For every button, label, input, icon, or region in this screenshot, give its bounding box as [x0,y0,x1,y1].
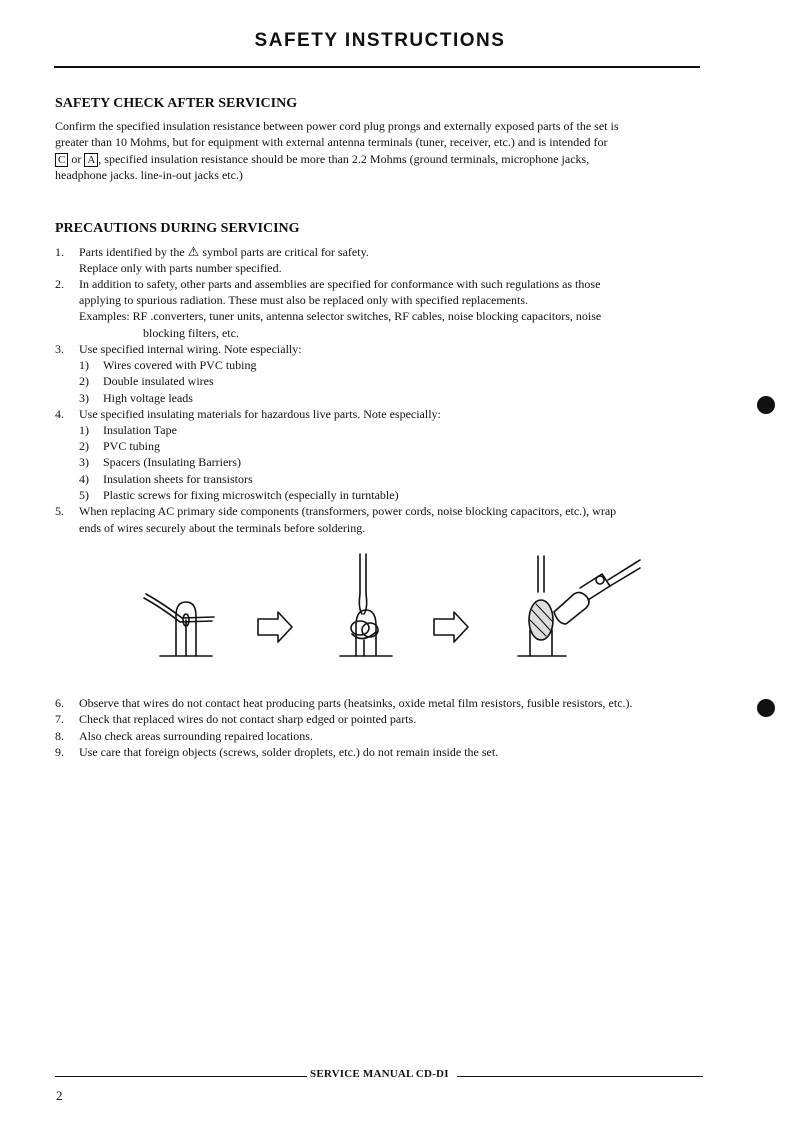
safety-check-paragraph [55,118,700,183]
item-6-line-1: Observe that wires do not contact heat producing parts (heatsinks, oxide metal film resistors, fusible resistors, etc.). [79,696,633,710]
item-2-line-2: applying to spurious radiation. These must also be replaced only with specified replacements. [79,293,528,307]
item-number: 8. [55,729,64,743]
item-text [79,244,700,261]
sub-item-number: 1) [79,358,89,372]
sub-item-text: Wires covered with PVC tubing [103,358,257,372]
item-number: 7. [55,712,64,726]
or-text: or [71,151,82,166]
revision-marker-icon [757,396,775,414]
item-2-line-1: In addition to safety, other parts and assemblies are specified for conformance with such regulations as those [79,277,601,291]
sub-item-text: High voltage leads [103,391,193,405]
item-7-line-1: Check that replaced wires do not contact sharp edged or pointed parts. [79,712,417,726]
sub-item-number: 3) [79,391,89,405]
sub-item-text: Double insulated wires [103,374,214,388]
sub-item-text: PVC tubing [103,439,161,453]
footer-rule-right [457,1076,703,1077]
sub-item-number: 5) [79,488,89,502]
safety-check-heading: SAFETY CHECK AFTER SERVICING [55,96,298,111]
item-number: 4. [55,407,64,421]
sub-item-number: 2) [79,374,89,388]
revision-marker-icon [757,699,775,717]
sub-item-text: Plastic screws for fixing microswitch (especially in turntable) [103,488,399,502]
item-9-line-1: Use care that foreign objects (screws, solder droplets, etc.) do not remain inside the set. [79,745,499,759]
sub-item-text: Insulation Tape [103,423,177,437]
page-title: SAFETY INSTRUCTIONS [254,30,506,51]
safety-check-line-3-rest: , specified insulation resistance should be more than 2.2 Mohms (ground terminals, microphone jacks, [98,151,590,166]
item-4-line-1: Use specified insulating materials for hazardous live parts. Note especially: [79,407,441,421]
item-2-line-4: blocking filters, etc. [143,326,239,340]
item-5-line-1: When replacing AC primary side components (transformers, power cords, noise blocking capacitors, etc.), wrap [79,504,617,518]
item-number: 9. [55,745,64,759]
item-number: 6. [55,696,64,710]
item-number: 2. [55,277,64,291]
footer-rule-left [55,1076,307,1077]
precautions-heading: PRECAUTIONS DURING SERVICING [55,221,300,236]
safety-check-line-3 [55,151,700,167]
item-number: 1. [55,245,64,259]
soldering-iron-on-terminal [518,556,640,656]
class-c-box: C [55,153,68,167]
sub-item-number: 1) [79,423,89,437]
item-1-text-after-symbol: symbol parts are critical for safety. [202,245,369,259]
wire-wrap-soldering-diagram [140,550,660,662]
item-8-line-1: Also check areas surrounding repaired locations. [79,729,313,743]
class-a-box: A [84,153,98,167]
terminal-with-wire-through-hole [144,594,214,656]
item-1-text-before-symbol: Parts identified by the [79,245,185,259]
sub-item-number: 2) [79,439,89,453]
item-1-line-2: Replace only with parts number specified. [79,261,282,275]
item-number: 5. [55,504,64,518]
item-number: 3. [55,342,64,356]
safety-check-line-1: Confirm the specified insulation resistance between power cord plug prongs and externally exposed parts of the set is [55,119,619,133]
sub-item-text: Insulation sheets for transistors [103,472,253,486]
sub-item-number: 4) [79,472,89,486]
arrow-right-icon [434,612,468,642]
sub-item-text: Spacers (Insulating Barriers) [103,455,241,469]
precautions-list [0,244,789,784]
terminal-with-wrapped-wire [340,554,392,656]
footer-manual-title: SERVICE MANUAL CD-DI [310,1068,449,1080]
safety-check-line-4: headphone jacks. line-in-out jacks etc.) [55,167,243,182]
sub-item-number: 3) [79,455,89,469]
warning-triangle-icon: ⚠ [187,245,200,260]
page-number: 2 [56,1088,63,1103]
item-2-line-3: Examples: RF .converters, tuner units, antenna selector switches, RF cables, noise blocking capacitors, noise [79,309,602,323]
item-3-line-1: Use specified internal wiring. Note especially: [79,342,302,356]
item-5-line-2: ends of wires securely about the terminals before soldering. [79,521,366,535]
arrow-right-icon [258,612,292,642]
title-rule [54,66,700,68]
safety-check-line-2: greater than 10 Mohms, but for equipment with external antenna terminals (tuner, receiver, etc.) and is intended for [55,135,608,150]
